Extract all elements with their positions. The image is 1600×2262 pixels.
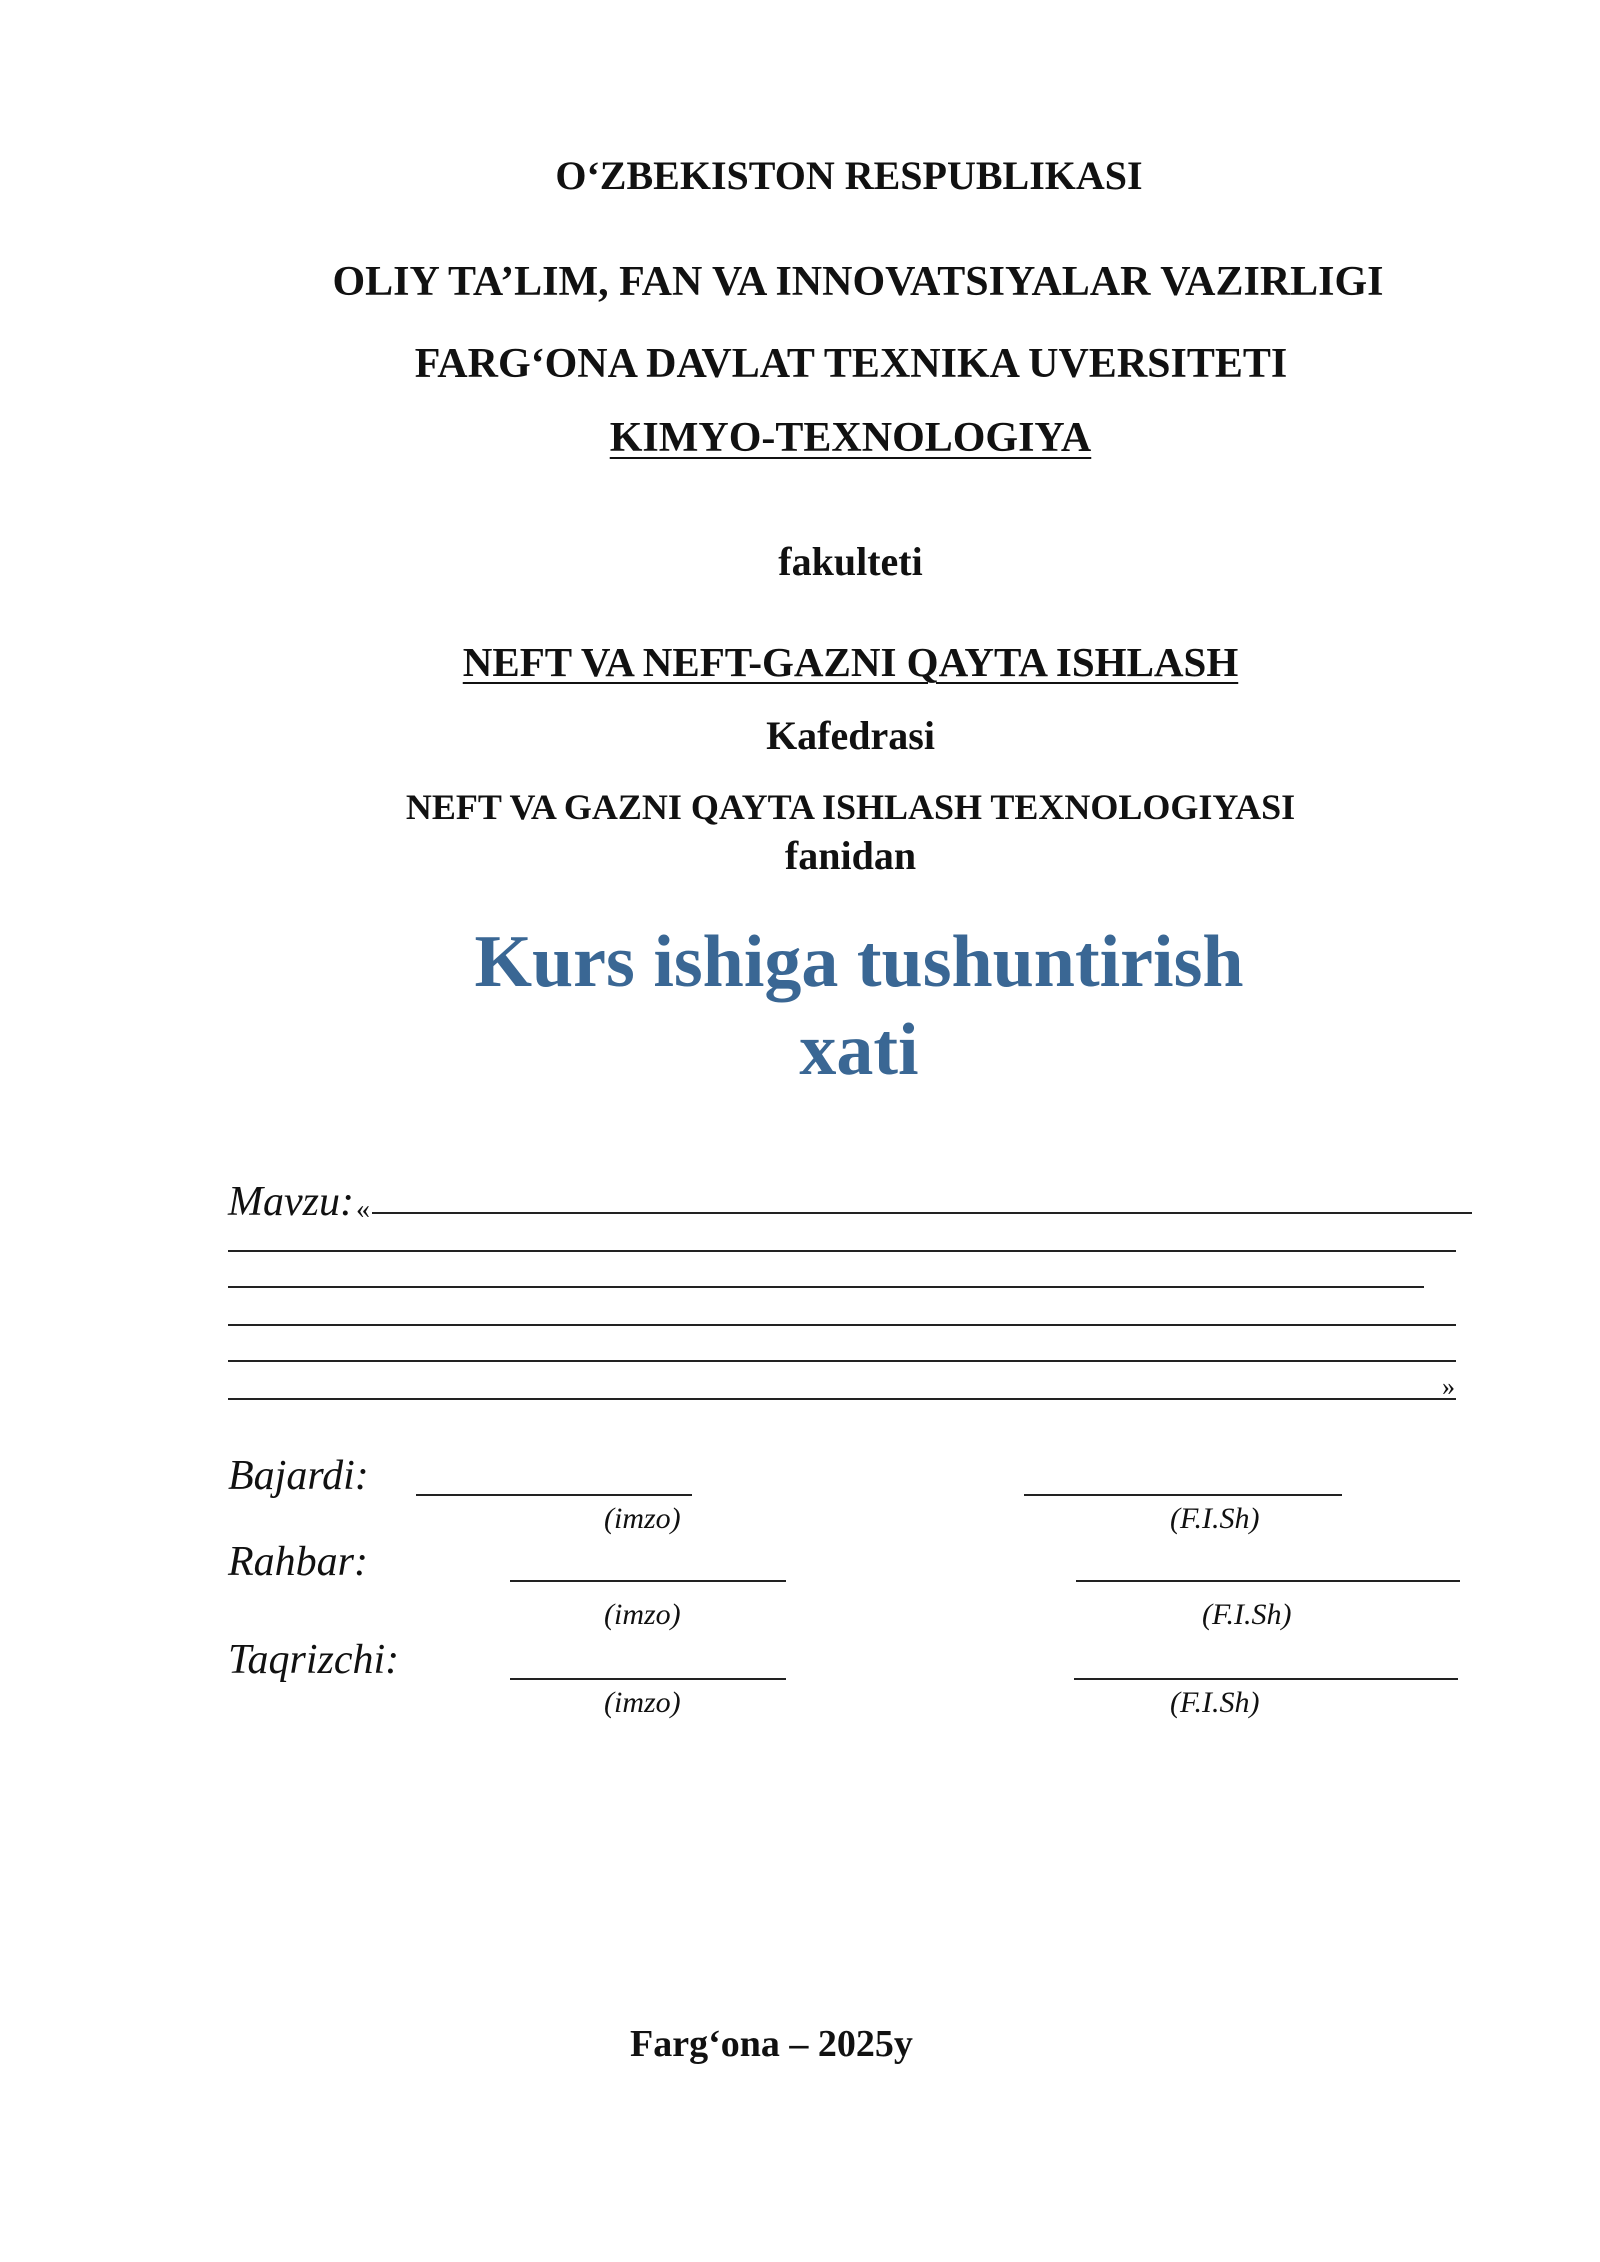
faculty-name-text: KIMYO-TEXNOLOGIYA <box>609 415 1092 461</box>
faculty-word: fakulteti <box>778 539 923 584</box>
subject-word: fanidan <box>784 833 917 878</box>
document-title-line-2: xati <box>799 1009 919 1091</box>
reviewer-sign-caption: (imzo) <box>604 1686 681 1719</box>
topic-line-1 <box>372 1212 1472 1214</box>
supervisor-label: Rahbar: <box>228 1539 368 1585</box>
topic-open-quote: « <box>356 1194 370 1225</box>
reviewer-label: Taqrizchi: <box>228 1637 400 1683</box>
topic-line-4 <box>228 1324 1456 1326</box>
topic-line-3 <box>228 1286 1424 1288</box>
department-name-text: NEFT VA NEFT-GAZNI QAYTA ISHLASH <box>462 639 1239 685</box>
topic-close-quote: » <box>1442 1372 1455 1401</box>
republic-heading: O‘ZBEKISTON RESPUBLIKASI <box>555 153 1143 198</box>
department-word: Kafedrasi <box>766 713 935 758</box>
performer-sign-line <box>416 1494 692 1496</box>
faculty-name <box>107 414 1594 462</box>
topic-line-2 <box>228 1250 1456 1252</box>
supervisor-name-caption: (F.I.Sh) <box>1202 1598 1292 1631</box>
subject-name: NEFT VA GAZNI QAYTA ISHLASH TEXNOLOGIYASI <box>405 787 1296 827</box>
supervisor-sign-caption: (imzo) <box>604 1598 681 1631</box>
topic-line-5 <box>228 1360 1456 1362</box>
reviewer-name-caption: (F.I.Sh) <box>1170 1686 1260 1719</box>
topic-line-6 <box>228 1398 1456 1400</box>
performer-name-line <box>1024 1494 1342 1496</box>
university-heading: FARG‘ONA DAVLAT TEXNIKA UVERSITETI <box>414 341 1288 387</box>
reviewer-sign-line <box>510 1678 786 1680</box>
supervisor-name-line <box>1076 1580 1460 1582</box>
department-name <box>107 638 1594 686</box>
performer-label: Bajardi: <box>228 1453 369 1499</box>
footer-city-year: Farg‘ona – 2025y <box>630 2023 913 2065</box>
supervisor-sign-line <box>510 1580 786 1582</box>
performer-name-caption: (F.I.Sh) <box>1170 1502 1260 1535</box>
topic-label: Mavzu: <box>228 1179 354 1225</box>
performer-sign-caption: (imzo) <box>604 1502 681 1535</box>
reviewer-name-line <box>1074 1678 1458 1680</box>
ministry-heading: OLIY TA’LIM, FAN VA INNOVATSIYALAR VAZIRLIGI <box>332 259 1384 305</box>
document-title-line-1: Kurs ishiga tushuntirish <box>474 921 1244 1003</box>
